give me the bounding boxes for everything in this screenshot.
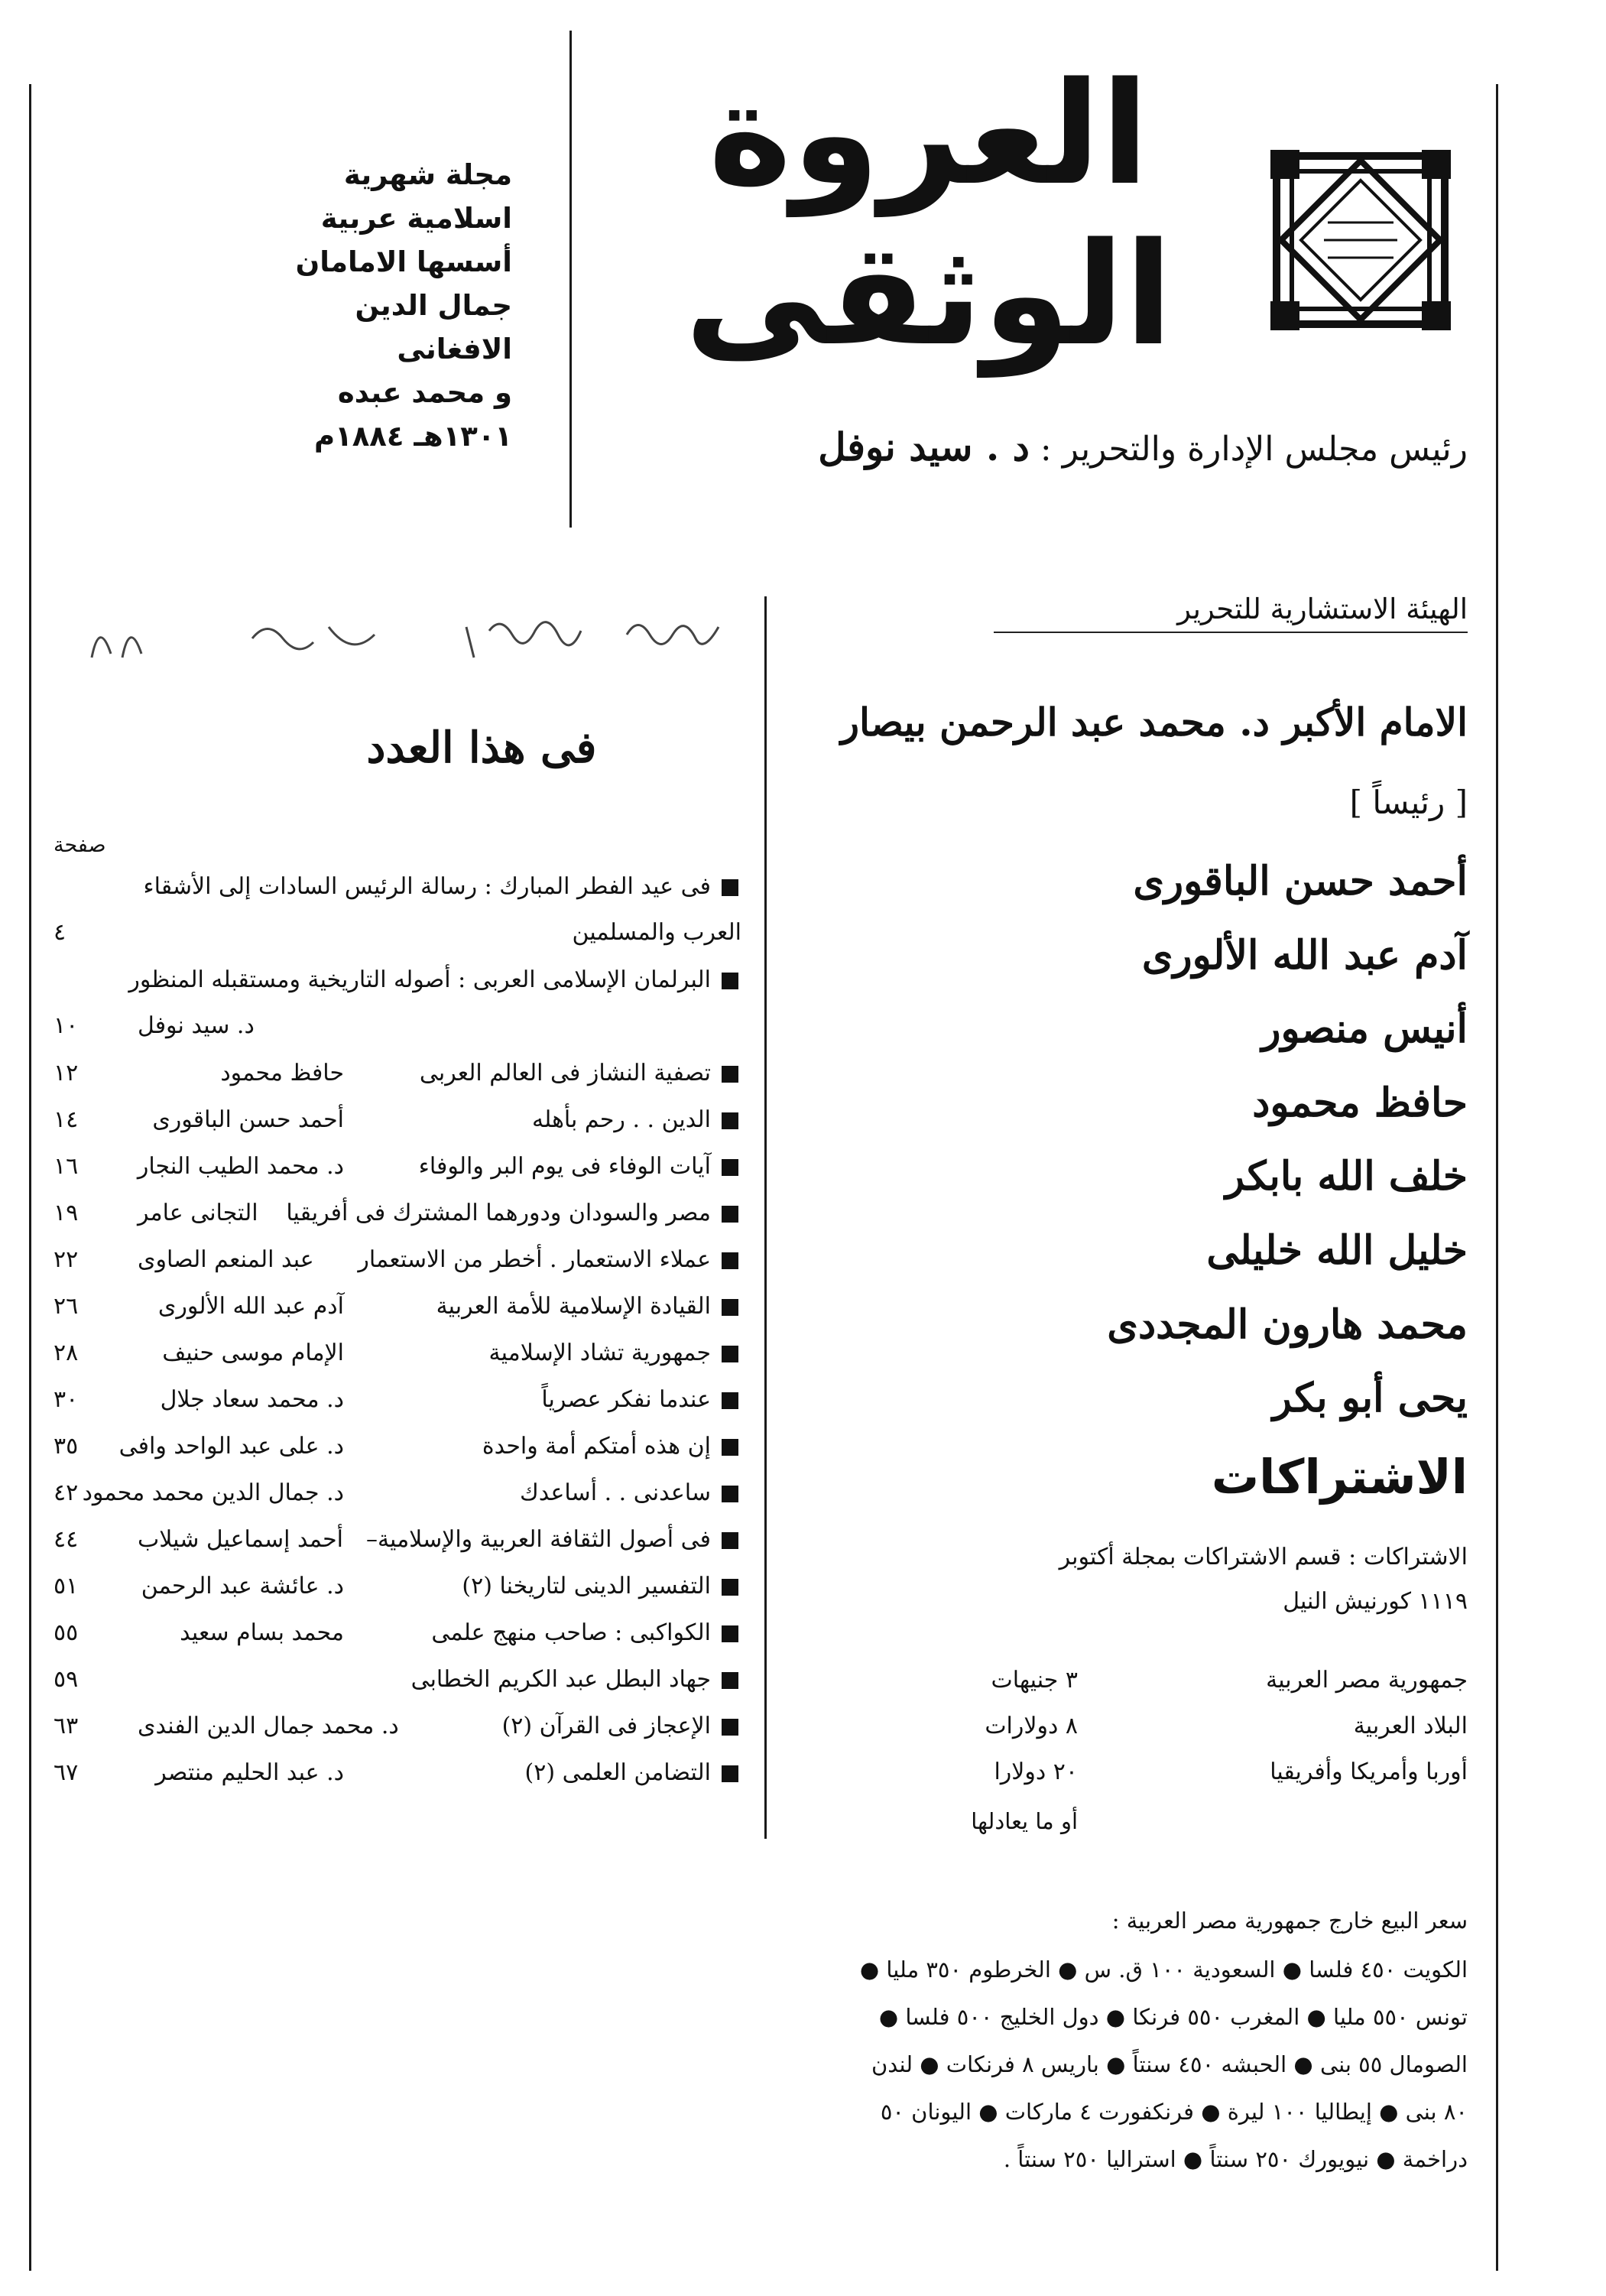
bullet-square-icon: [722, 1112, 738, 1129]
board-member: يحى أبو بكر: [1272, 1375, 1468, 1422]
bullet-square-icon: [722, 1579, 738, 1596]
toc-page: ١٩: [54, 1200, 79, 1226]
toc-author: د. محمد جمال الدين الفندى: [138, 1713, 399, 1739]
toc-title: آيات الوفاء فى يوم البر والوفاء: [418, 1153, 711, 1180]
toc-page: ٥١: [54, 1573, 79, 1599]
bullet-square-icon: [722, 1719, 738, 1736]
top-column-divider: [569, 31, 572, 528]
toc-item: [54, 1616, 741, 1663]
subtitle-line: و محمد عبده: [337, 376, 512, 409]
price-value: ٨ دولارات: [985, 1713, 1078, 1739]
toc-item: [54, 1103, 741, 1150]
bullet-square-icon: [722, 1346, 738, 1362]
subtitle-line: جمال الدين الافغانى: [355, 289, 512, 365]
subscriptions-address-line2: ١١١٩ كورنيش النيل: [1283, 1588, 1468, 1615]
toc-page: ٦٧: [54, 1759, 79, 1786]
board-member: حافظ محمود: [1252, 1079, 1468, 1126]
toc-item: [54, 1057, 741, 1103]
sale-price-line: تونس ٥٥٠ مليا ● المغرب ٥٥٠ فرنكا ● دول الخليج ٥٠٠ فلسا ●: [878, 2004, 1468, 2030]
bullet-square-icon: [722, 1486, 738, 1502]
toc-author: د. سيد نوفل: [138, 1012, 255, 1039]
toc-page: ٢٨: [54, 1340, 79, 1366]
bullet-square-icon: [722, 1765, 738, 1782]
toc-page: ٢٦: [54, 1293, 79, 1320]
handwritten-note: [76, 604, 749, 673]
toc-item: [54, 1150, 741, 1197]
toc-author: د. جمال الدين محمد محمود: [82, 1479, 344, 1506]
toc-item: [54, 1197, 741, 1243]
toc-author: الإمام موسى حنيف: [162, 1340, 344, 1366]
sale-price-line: الكويت ٤٥٠ فلسا ● السعودية ١٠٠ ق. س ● الخرطوم ٣٥٠ مليا ●: [859, 1957, 1468, 1983]
toc-author: د. عبد الحليم منتصر: [155, 1759, 344, 1786]
toc-author: التجانى عامر: [138, 1200, 258, 1226]
toc-title: فى عيد الفطر المبارك : رسالة الرئيس السادات إلى الأشقاء: [143, 873, 711, 900]
toc-title: فى أصول الثقافة العربية والإسلامية–: [365, 1526, 711, 1553]
subtitle-line: ١٣٠١هـ ١٨٨٤م: [314, 420, 512, 453]
toc-title: التفسير الدينى لتاريخنا (٢): [462, 1573, 711, 1599]
bullet-square-icon: [722, 1672, 738, 1689]
toc-page: ٢٢: [54, 1246, 79, 1273]
chief-name: د . سيد نوفل: [818, 424, 1030, 469]
price-region: أوربا وأمريكا وأفريقيا: [1270, 1759, 1468, 1785]
bullet-square-icon: [722, 1159, 738, 1176]
toc-author: عبد المنعم الصاوى: [138, 1246, 314, 1273]
toc-page: ٥٩: [54, 1666, 79, 1693]
middle-column-divider: [764, 596, 767, 1839]
toc-item: [54, 1336, 741, 1383]
toc-title: جمهورية تشاد الإسلامية: [488, 1340, 711, 1366]
price-value: ٣ جنيهات: [991, 1667, 1078, 1694]
subtitle-line: أسسها الامامان: [295, 245, 512, 278]
toc-author: د. عائشة عبد الرحمن: [141, 1573, 344, 1599]
toc-page: ١٦: [54, 1153, 79, 1180]
price-equivalent-note: أو ما يعادلها: [971, 1808, 1078, 1834]
toc-page: ٤: [54, 919, 67, 946]
toc-author: أحمد إسماعيل شيلاب: [138, 1526, 344, 1553]
editor-in-chief: [734, 424, 1468, 469]
toc-item: [54, 1383, 741, 1430]
board-member: أحمد حسن الباقورى: [1133, 858, 1468, 904]
sale-price-line: الصومال ٥٥ بنى ● الحبشه ٤٥٠ سنتاً ● باريس ٨ فرنكات ● لندن: [871, 2051, 1468, 2077]
toc-title-continued: العرب والمسلمين: [572, 919, 741, 946]
toc-item: [54, 1570, 741, 1616]
toc-author: د. على عبد الواحد وافى: [118, 1433, 344, 1460]
bullet-square-icon: [722, 1625, 738, 1642]
toc-title: القيادة الإسلامية للأمة العربية: [436, 1293, 711, 1320]
bullet-square-icon: [722, 1206, 738, 1223]
magazine-title-line2: الوثقى: [684, 212, 1173, 377]
toc-item: [54, 1756, 741, 1803]
subscriptions-address-line1: الاشتراكات : قسم الاشتراكات بمجلة أكتوبر: [1059, 1544, 1468, 1570]
magazine-title: [665, 51, 1192, 377]
toc-title: ساعدنى . . أساعدك: [520, 1479, 711, 1506]
bullet-square-icon: [722, 1299, 738, 1316]
subscriptions-address: [826, 1535, 1468, 1624]
board-member: محمد هارون المجددى: [1107, 1301, 1468, 1348]
toc-title: مصر والسودان ودورهما المشترك فى أفريقيا: [286, 1200, 711, 1226]
advisory-board-members: [1032, 845, 1468, 1436]
sale-price-list: [810, 1946, 1468, 2183]
subtitle-line: مجلة شهرية اسلامية عربية: [320, 158, 512, 235]
table-of-contents: [54, 870, 741, 1803]
toc-item: [54, 963, 741, 1057]
toc-title: الدين . . رحم بأهله: [532, 1106, 711, 1133]
advisory-board-lead: الامام الأكبر د. محمد عبد الرحمن بيصار: [840, 700, 1468, 745]
toc-title: الإعجاز فى القرآن (٢): [501, 1713, 711, 1739]
board-member: خليل الله خليلى: [1206, 1226, 1468, 1274]
advisory-board-heading: الهيئة الاستشارية للتحرير: [994, 593, 1468, 633]
price-region: البلاد العربية: [1353, 1713, 1468, 1739]
toc-page: ٤٢: [54, 1479, 79, 1506]
toc-author: د. محمد سعاد جلال: [160, 1386, 344, 1413]
toc-page: ٣٠: [54, 1386, 79, 1413]
board-member: أنيس منصور: [1261, 1005, 1468, 1053]
sale-price-heading: سعر البيع خارج جمهورية مصر العربية :: [1111, 1908, 1468, 1934]
toc-title: عملاء الاستعمار . أخطر من الاستعمار: [358, 1246, 711, 1273]
toc-author: أحمد حسن الباقورى: [152, 1106, 344, 1133]
toc-page: ١٢: [54, 1060, 79, 1086]
toc-item: [54, 1290, 741, 1336]
toc-page: ٥٥: [54, 1619, 79, 1646]
bullet-square-icon: [722, 1392, 738, 1409]
toc-page: ٤٤: [54, 1526, 79, 1553]
toc-item: [54, 1243, 741, 1290]
chief-label: رئيس مجلس الإدارة والتحرير :: [1040, 430, 1468, 469]
board-member: خلف الله بابكر: [1225, 1153, 1468, 1200]
toc-item: [54, 870, 741, 963]
toc-author: د. محمد الطيب النجار: [137, 1153, 344, 1180]
price-region: جمهورية مصر العربية: [1266, 1667, 1468, 1694]
sale-price-line: دراخمة ● نيويورك ٢٥٠ سنتاً ● استراليا ٢٥٠ سنتاً .: [1003, 2146, 1468, 2172]
toc-page: ١٤: [54, 1106, 79, 1133]
toc-author: آدم عبد الله الألورى: [157, 1293, 344, 1320]
toc-heading: فى هذا العدد: [366, 723, 597, 773]
toc-item: [54, 1663, 741, 1710]
advisory-board-lead-note: [ رئيساً ]: [1349, 784, 1468, 821]
toc-item: [54, 1476, 741, 1523]
board-member: آدم عبد الله الألورى: [1141, 931, 1468, 979]
toc-title: تصفية النشاز فى العالم العربى: [419, 1060, 711, 1086]
toc-title: عندما نفكر عصرياً: [541, 1386, 711, 1413]
toc-title: التضامن العلمى (٢): [524, 1759, 711, 1786]
toc-author: حافظ محمود: [220, 1060, 344, 1086]
bullet-square-icon: [722, 1252, 738, 1269]
bullet-square-icon: [722, 879, 738, 896]
magazine-logo: [1270, 150, 1451, 330]
toc-title: الكواكبى : صاحب منهج علمى: [431, 1619, 711, 1646]
toc-title: جهاد البطل عبد الكريم الخطابى: [410, 1666, 711, 1693]
toc-title: إن هذه أمتكم أمة واحدة: [482, 1433, 711, 1460]
sale-price-line: ٨٠ بنى ● إيطاليا ١٠٠ ليرة ● فرنكفورت ٤ ماركات ● اليونان ٥٠: [880, 2099, 1468, 2125]
toc-item: [54, 1710, 741, 1756]
toc-page-label: صفحة: [54, 833, 106, 857]
left-border-line: [29, 84, 31, 2271]
bullet-square-icon: [722, 973, 738, 989]
price-value: ٢٠ دولارا: [994, 1759, 1078, 1785]
bullet-square-icon: [722, 1532, 738, 1549]
magazine-title-line1: العروة: [708, 51, 1150, 216]
toc-page: ١٠: [54, 1012, 79, 1039]
toc-title: البرلمان الإسلامى العربى : أصوله التاريخية ومستقبله المنظور: [128, 966, 711, 993]
magazine-subtitle: [237, 153, 512, 458]
toc-page: ٦٣: [54, 1713, 79, 1739]
subscriptions-title: الاشتراكات: [1211, 1449, 1468, 1505]
bullet-square-icon: [722, 1439, 738, 1456]
toc-author: محمد بسام سعيد: [180, 1619, 344, 1646]
bullet-square-icon: [722, 1066, 738, 1083]
right-border-line: [1496, 84, 1498, 2271]
toc-item: [54, 1430, 741, 1476]
toc-item: [54, 1523, 741, 1570]
toc-page: ٣٥: [54, 1433, 79, 1460]
